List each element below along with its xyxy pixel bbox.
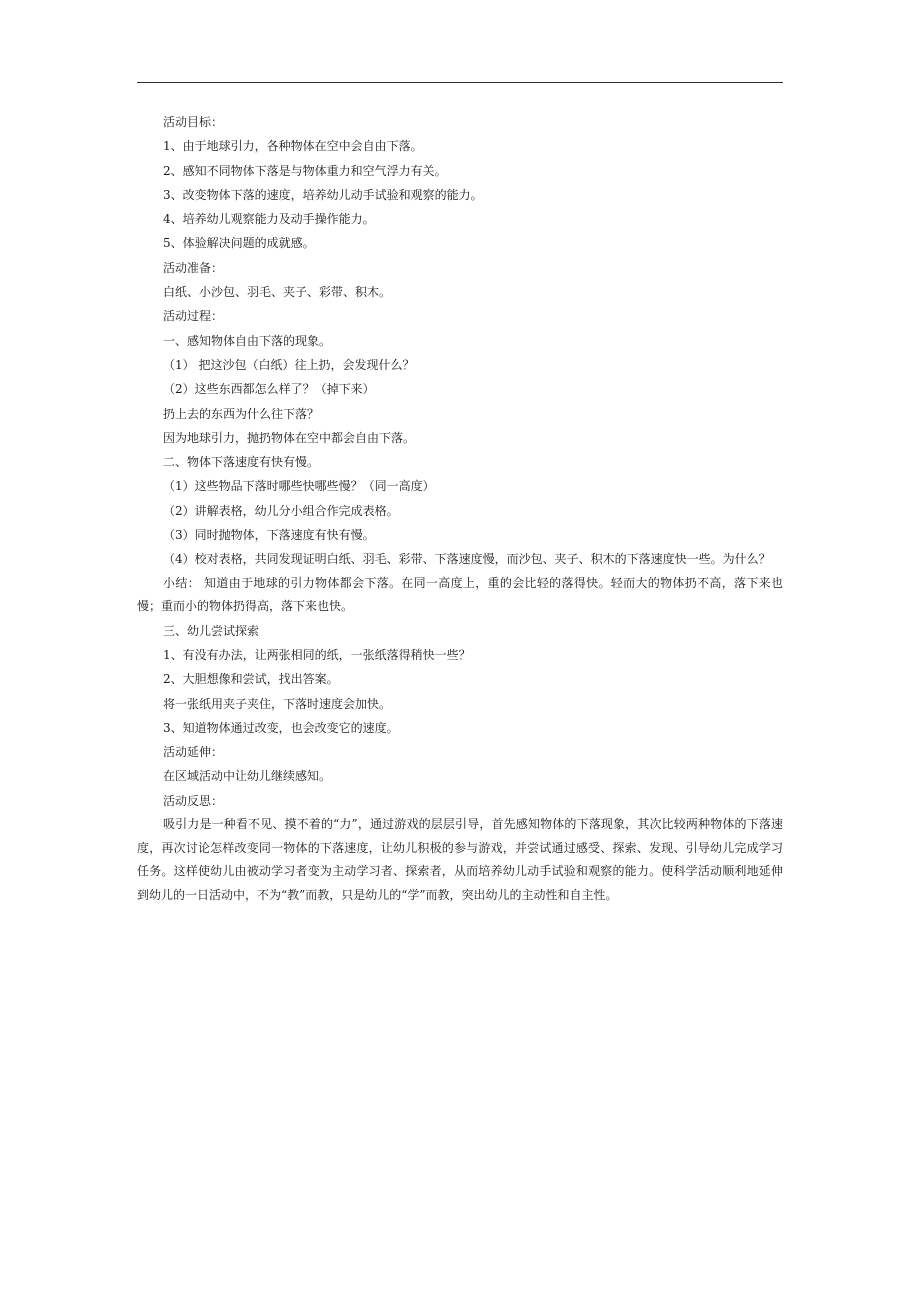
document-body (137, 110, 783, 907)
process-step: （3）同时抛物体，下落速度有快有慢。 (163, 528, 375, 543)
explore-item-3: 3、知道物体通过改变，也会改变它的速度。 (163, 720, 399, 735)
goal-item-2: 2、感知不同物体下落是与物体重力和空气浮力有关。 (163, 163, 447, 178)
reflection-paragraph: 吸引力是一种看不见、摸不着的“力”，通过游戏的层层引导，首先感知物体的下落现象，其次比较两种物体的下落速度，再次讨论怎样改变同一物体的下落速度，让幼儿积极的参与游戏，并尝试通过感受、探索、发现、引导幼儿完成学习任务。这样使幼儿由被动学习者变为主动学习者、探索者，从而培养幼儿动手试验和观察的能力。使科学活动顺利地延伸到幼儿的一日活动中，不为“教”而教，只是幼儿的“学”而教，突出幼儿的主动性和自主性。 (137, 817, 783, 902)
header-rule (137, 82, 783, 83)
prep-materials: 白纸、小沙包、羽毛、夹子、彩带、积木。 (163, 285, 392, 300)
process-section-3: 三、幼儿尝试探索 (163, 623, 260, 638)
goal-item-5: 5、体验解决问题的成就感。 (163, 236, 315, 251)
goal-item-1: 1、由于地球引力，各种物体在空中会自由下落。 (163, 139, 423, 154)
heading-activity-reflection: 活动反思： (163, 793, 224, 808)
goal-item-3: 3、改变物体下落的速度，培养幼儿动手试验和观察的能力。 (163, 187, 483, 202)
explore-item-2: 2、大胆想像和尝试，找出答案。 (163, 672, 339, 687)
process-step: （1）这些物品下落时哪些快哪些慢？（同一高度） (163, 479, 435, 494)
process-step: （1） 把这沙包（白纸）往上扔，会发现什么？ (163, 357, 415, 372)
process-question: 扔上去的东西为什么往下落？ (163, 406, 320, 421)
explore-note: 将一张纸用夹子夹住，下落时速度会加快。 (163, 696, 392, 711)
summary-paragraph: 小结： 知道由于地球的引力物体都会下落。在同一高度上，重的会比轻的落得快。轻而大的物体扔不高，落下来也慢；重而小的物体扔得高，落下来也快。 (137, 575, 783, 614)
process-step: （2）这些东西都怎么样了？（掉下来） (163, 382, 375, 397)
process-answer: 因为地球引力，抛扔物体在空中都会自由下落。 (163, 430, 416, 445)
heading-activity-extension: 活动延伸： (163, 745, 224, 760)
process-section-1: 一、感知物体自由下落的现象。 (163, 333, 332, 348)
goal-item-4: 4、培养幼儿观察能力及动手操作能力。 (163, 212, 375, 227)
heading-activity-prep: 活动准备： (163, 260, 224, 275)
process-section-2: 二、物体下落速度有快有慢。 (163, 455, 320, 470)
heading-activity-goals: 活动目标： (163, 115, 224, 129)
extension-text: 在区域活动中让幼儿继续感知。 (163, 769, 332, 784)
process-step: （4）校对表格，共同发现证明白纸、羽毛、彩带、下落速度慢，而沙包、夹子、积木的下落速度快一些。为什么？ (163, 552, 771, 567)
explore-item-1: 1、有没有办法，让两张相同的纸，一张纸落得稍快一些？ (163, 647, 471, 662)
heading-activity-process: 活动过程： (163, 309, 224, 324)
process-step: （2）讲解表格，幼儿分小组合作完成表格。 (163, 503, 399, 518)
